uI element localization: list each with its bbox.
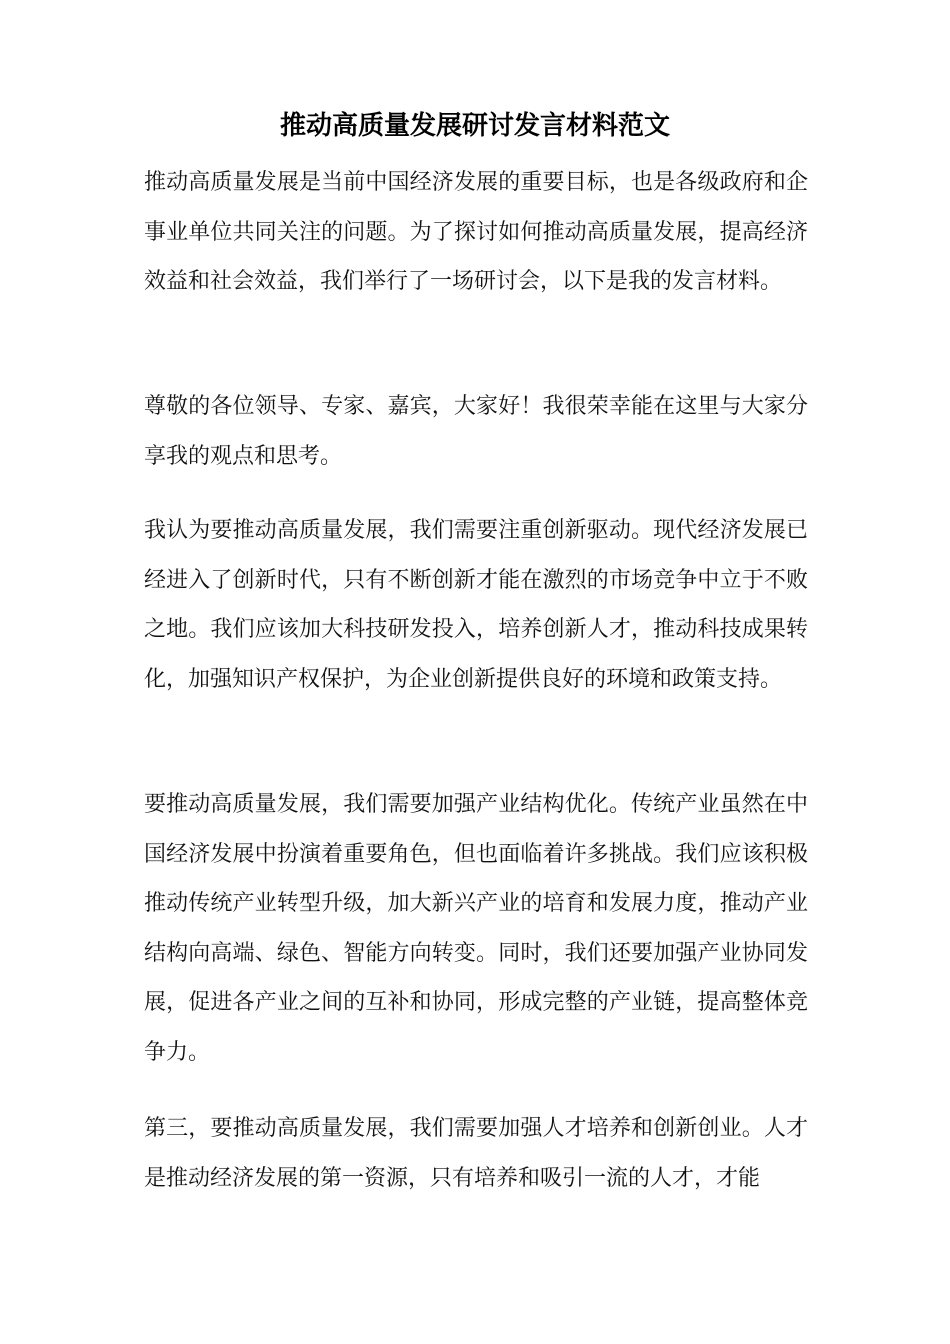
paragraph-greeting: 尊敬的各位领导、专家、嘉宾，大家好！我很荣幸能在这里与大家分享我的观点和思考。	[144, 394, 808, 469]
paragraph-innovation: 我认为要推动高质量发展，我们需要注重创新驱动。现代经济发展已经进入了创新时代，只有不断创新才能在激烈的市场竞争中立于不败之地。我们应该加大科技研发投入，培养创新人才，推动科技成果转化，加强知识产权保护，为企业创新提供良好的环境和政策支持。	[144, 518, 808, 692]
document-title: 推动高质量发展研讨发言材料范文	[279, 111, 670, 141]
paragraph-talent: 第三，要推动高质量发展，我们需要加强人才培养和创新创业。人才是推动经济发展的第一资源，只有培养和吸引一流的人才，才能	[144, 1116, 808, 1191]
paragraph-intro: 推动高质量发展是当前中国经济发展的重要目标，也是各级政府和企事业单位共同关注的问题。为了探讨如何推动高质量发展，提高经济效益和社会效益，我们举行了一场研讨会，以下是我的发言材料。	[144, 170, 808, 295]
paragraph-industry-structure: 要推动高质量发展，我们需要加强产业结构优化。传统产业虽然在中国经济发展中扮演着重要角色，但也面临着许多挑战。我们应该积极推动传统产业转型升级，加大新兴产业的培育和发展力度，推动产业结构向高端、绿色、智能方向转变。同时，我们还要加强产业协同发展，促进各产业之间的互补和协同，形成完整的产业链，提高整体竞争力。	[144, 792, 808, 1065]
